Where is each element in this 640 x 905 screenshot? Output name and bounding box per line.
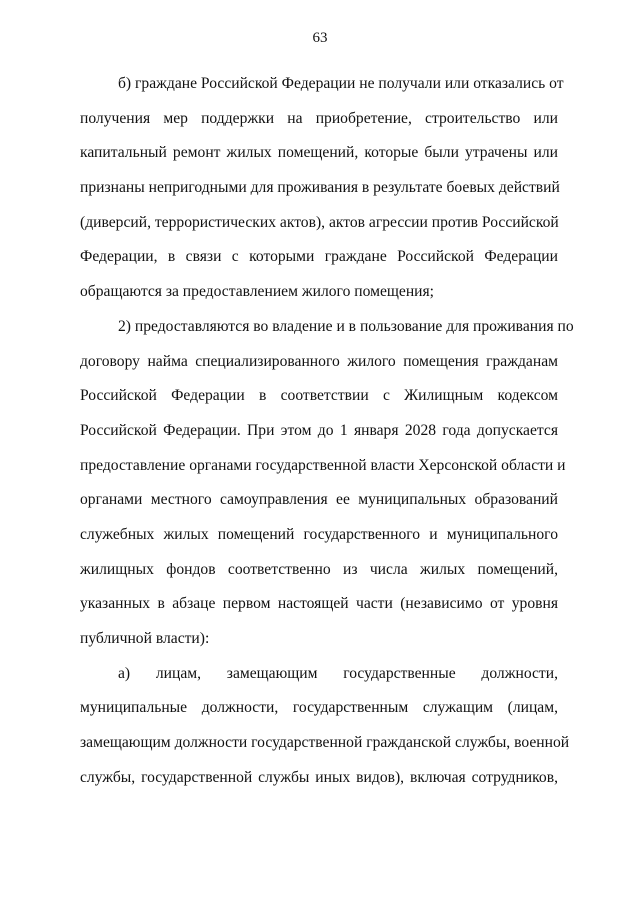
text-line: а) лицам, замещающим государственные должности, [118, 664, 558, 682]
page-number: 63 [312, 30, 328, 46]
text-line: Российской Федерации. При этом до 1 января 2028 года допускается [80, 421, 558, 439]
text-line: 2) предоставляются во владение и в пользование для проживания по [118, 317, 574, 335]
text-line: органами местного самоуправления ее муниципальных образований [80, 491, 558, 509]
text-line: служебных жилых помещений государственного и муниципального [80, 525, 558, 543]
text-line: признаны непригодными для проживания в результате боевых действий [80, 179, 560, 197]
text-line: публичной власти): [80, 630, 210, 647]
text-line: Федерации, в связи с которыми граждане Российской Федерации [80, 248, 558, 266]
text-line: предоставление органами государственной власти Херсонской области и [80, 456, 566, 474]
text-line: договору найма специализированного жилого помещения гражданам [80, 352, 558, 370]
paragraph-2 [80, 310, 574, 657]
text-line: жилищных фондов соответственно из числа жилых помещений, [80, 560, 558, 578]
text-line: (диверсий, террористических актов), актов агрессии против Российской [80, 213, 559, 231]
text-line: указанных в абзаце первом настоящей части (независимо от уровня [80, 595, 558, 613]
text-line: б) граждане Российской Федерации не получали или отказались от [118, 75, 564, 92]
text-line: муниципальные должности, государственным служащим (лицам, [80, 699, 558, 717]
text-line: обращаются за предоставлением жилого помещения; [80, 283, 435, 301]
paragraph-b [80, 67, 564, 310]
text-line: капитальный ремонт жилых помещений, которые были утрачены или [80, 144, 558, 162]
document-body [80, 67, 574, 795]
text-line: получения мер поддержки на приобретение, строительство или [80, 109, 558, 127]
text-line: службы, государственной службы иных видов), включая сотрудников, [80, 768, 558, 786]
text-line: Российской Федерации в соответствии с Жилищным кодексом [80, 387, 558, 405]
text-line: замещающим должности государственной гражданской службы, военной [80, 734, 570, 752]
paragraph-a [80, 657, 570, 796]
